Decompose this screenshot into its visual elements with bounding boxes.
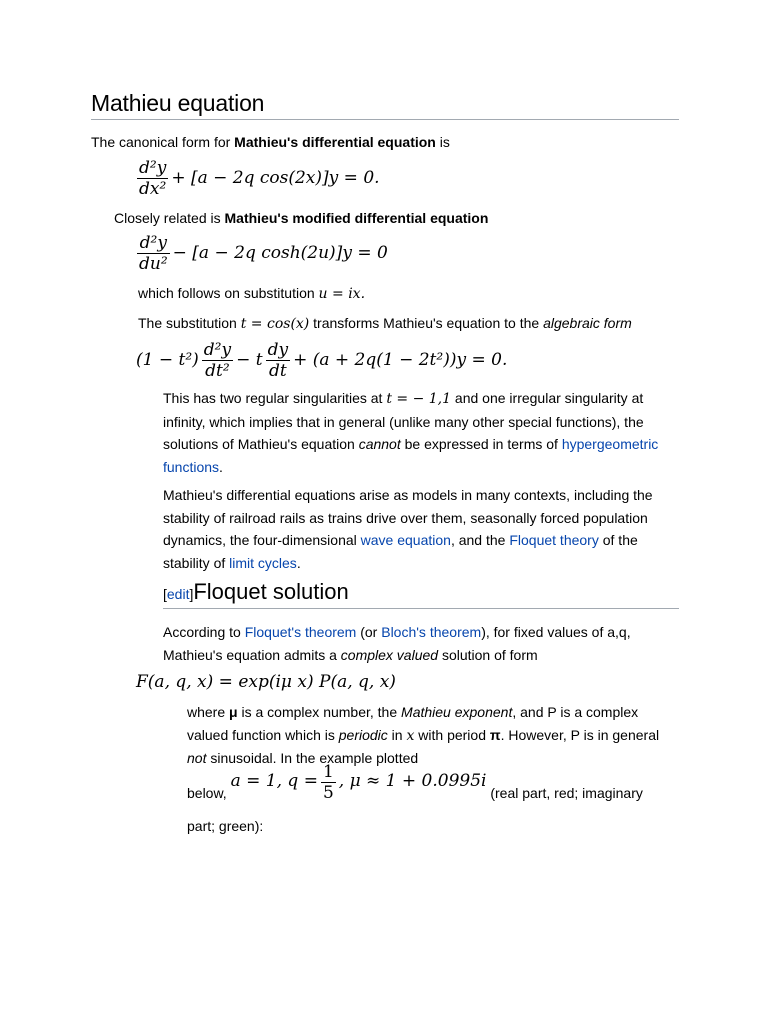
mathieu-exponent-paragraph xyxy=(187,701,677,770)
eq2-fraction xyxy=(137,233,170,274)
eq3-rest: + (a + 2q(1 − 2t²))y = 0. xyxy=(293,350,508,370)
alg-math: t = cos(x) xyxy=(240,316,310,332)
example-line xyxy=(187,762,643,803)
limit-cycles-link[interactable]: limit cycles xyxy=(229,554,297,571)
mu-pi: π xyxy=(489,726,501,743)
mu-t4: in xyxy=(387,726,407,743)
eq1-numerator: d²y xyxy=(139,158,167,178)
modified-bold: Mathieu's modified differential equation xyxy=(224,210,489,226)
eq3-denominator-2: dt xyxy=(268,361,287,381)
mu-t2: is a complex number, the xyxy=(237,704,402,720)
sing-t3: be expressed in terms of xyxy=(400,436,562,452)
example-fraction xyxy=(321,762,336,803)
eq3-numerator-1: d²y xyxy=(203,340,232,360)
intro-after: is xyxy=(435,134,450,150)
section-underline xyxy=(163,608,679,609)
models-t4: . xyxy=(296,554,301,571)
section-heading xyxy=(163,579,349,605)
alg-italic: algebraic form xyxy=(543,315,632,331)
mu-x: x xyxy=(406,727,415,744)
edit-bracket-open: [ xyxy=(163,586,167,602)
eq2-rest: − [a − 2q cosh(2u)]y = 0 xyxy=(172,243,388,263)
example-note-1: (real part, red; imaginary xyxy=(490,785,643,802)
intro-bold: Mathieu's differential equation xyxy=(234,134,436,150)
floquets-theorem-link[interactable]: Floquet's theorem xyxy=(244,624,357,640)
eq3-denominator-1: dt² xyxy=(205,361,230,381)
mathieu-equation xyxy=(134,158,380,199)
modified-equation xyxy=(134,233,388,274)
eq1-fraction xyxy=(137,158,168,199)
floq-t1: According to xyxy=(163,624,245,640)
models-t2: , and the xyxy=(450,532,510,548)
substitution-text xyxy=(138,285,365,302)
substitution-math: u = ix. xyxy=(318,286,366,302)
mu-italic-3: not xyxy=(187,750,207,766)
models-t3: of the stability of xyxy=(163,532,638,571)
floq-italic: complex valued xyxy=(340,646,439,663)
mu-t5: with period xyxy=(414,726,490,743)
floq-t3: ), for fixed values of a,q, Mathieu's equation admits a xyxy=(163,624,631,663)
eq1-rest: + [a − 2q cos(2x)]y = 0. xyxy=(171,168,380,188)
algebraic-equation xyxy=(136,340,507,381)
example-numerator: 1 xyxy=(322,762,334,782)
edit-section-link[interactable]: edit xyxy=(166,586,190,602)
example-math-2: , μ ≈ 1 + 0.0995i xyxy=(338,771,487,792)
floquet-theory-link[interactable]: Floquet theory xyxy=(509,532,599,548)
eq3-mid: − t xyxy=(236,350,263,370)
wave-equation-link[interactable]: wave equation xyxy=(360,532,451,548)
floq-t2: (or xyxy=(356,624,382,640)
singularities-paragraph xyxy=(163,387,673,478)
mu-italic-1: Mathieu exponent xyxy=(401,704,513,720)
floq-t4: solution of form xyxy=(438,646,538,663)
eq3-numerator-2: dy xyxy=(267,340,289,360)
modified-before: Closely related is xyxy=(114,210,225,226)
models-t1: Mathieu's differential equations arise as models in many contexts, including the stability of railroad rails as trains drive over them, seasonally forced population dynamics, the four-dimensional xyxy=(163,487,653,548)
floquet-solution-equation: F(a, q, x) = exp(iμ x) P(a, q, x) xyxy=(136,672,396,692)
eq1-denominator: dx² xyxy=(139,179,167,199)
alg-middle: transforms Mathieu's equation to the xyxy=(309,315,544,331)
models-paragraph xyxy=(163,484,673,574)
sing-t1: This has two regular singularities at xyxy=(163,390,387,406)
intro-before: The canonical form for xyxy=(91,134,235,150)
eq3-fraction-2 xyxy=(266,340,291,381)
mu-t6: . However, P is in general xyxy=(500,726,660,743)
sing-t2: and one irregular singularity at infinity, which implies that in general (unlike many other special functions), the solutions of Mathieu's equation xyxy=(163,390,644,452)
example-note-2: part; green): xyxy=(187,818,264,834)
mu-symbol: μ xyxy=(229,704,238,720)
sing-italic: cannot xyxy=(358,436,401,452)
mu-t3: , and P is a complex valued function which is xyxy=(187,704,639,743)
modified-text xyxy=(114,210,488,226)
page-title: Mathieu equation xyxy=(91,90,265,116)
sing-math: t = − 1,1 xyxy=(386,391,452,407)
intro-text xyxy=(91,134,450,150)
algebraic-form-text xyxy=(138,315,632,332)
mu-t7: sinusoidal. In the example plotted xyxy=(206,750,419,766)
floquet-paragraph xyxy=(163,621,673,666)
eq2-numerator: d²y xyxy=(137,233,170,254)
substitution-before: which follows on substitution xyxy=(138,285,319,301)
mu-t1: where xyxy=(187,704,230,720)
section-title: Floquet solution xyxy=(193,579,349,604)
example-below: below, xyxy=(187,785,227,802)
example-denominator: 5 xyxy=(322,783,334,803)
eq2-denominator: du² xyxy=(139,254,168,274)
hypergeometric-functions-link[interactable]: hypergeometric functions xyxy=(163,436,659,475)
title-underline xyxy=(91,119,679,120)
blochs-theorem-link[interactable]: Bloch's theorem xyxy=(381,624,482,640)
edit-bracket-close: ] xyxy=(189,586,194,602)
mu-italic-2: periodic xyxy=(338,726,388,743)
example-math-1: a = 1, q = xyxy=(230,771,318,792)
sing-t4: . xyxy=(219,458,223,475)
eq3-fraction-1 xyxy=(202,340,233,381)
alg-before: The substitution xyxy=(138,315,241,331)
eq3-lead: (1 − t²) xyxy=(136,350,199,370)
